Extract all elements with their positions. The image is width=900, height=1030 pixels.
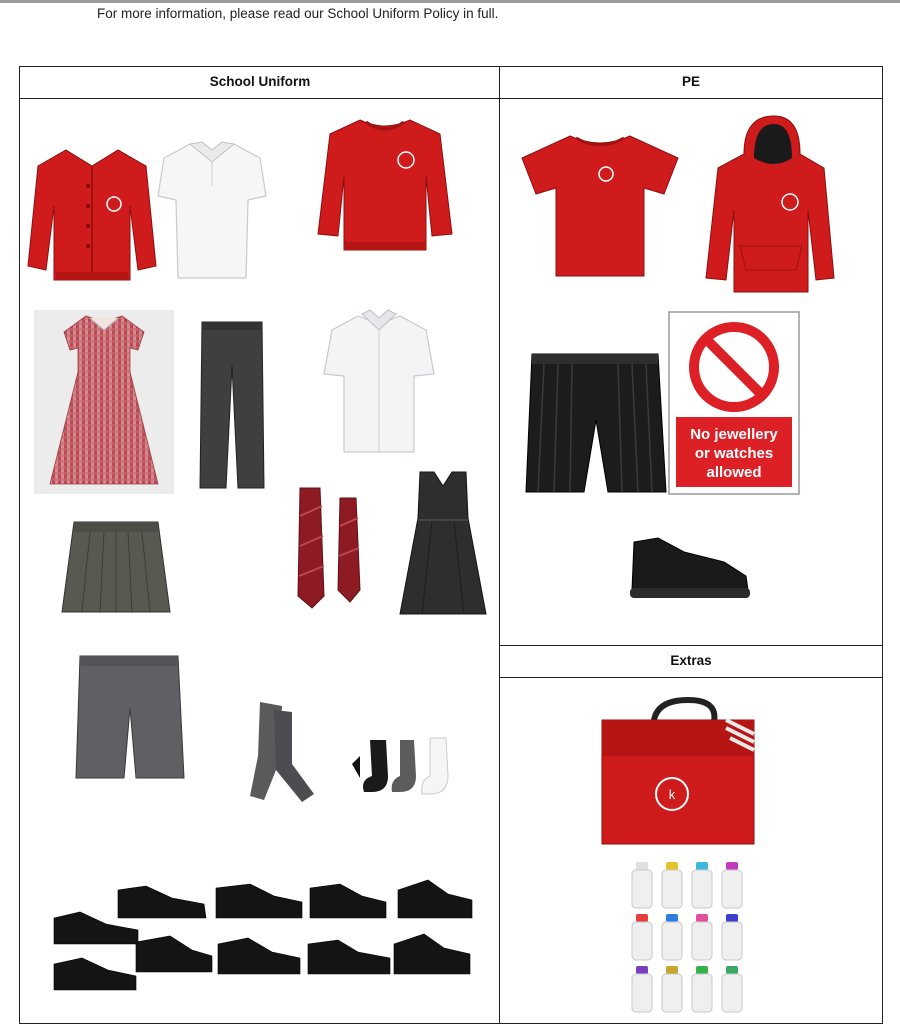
black-pe-shorts-icon bbox=[524, 350, 666, 496]
school-uniform-heading: School Uniform bbox=[19, 67, 501, 99]
grey-shorts-icon bbox=[74, 654, 186, 782]
red-sweatshirt-icon bbox=[316, 114, 454, 254]
water-bottles-icon bbox=[630, 860, 748, 1014]
gingham-dress-icon bbox=[34, 310, 174, 494]
grey-pinafore-icon bbox=[398, 470, 488, 618]
sign-line-3: allowed bbox=[706, 464, 762, 481]
red-pe-tshirt-icon bbox=[518, 132, 682, 280]
intro-text: For more information, please read our School Uniform Policy in full. bbox=[97, 6, 499, 21]
svg-text:k: k bbox=[668, 787, 676, 802]
black-trainers-icon bbox=[628, 536, 752, 602]
top-divider bbox=[0, 0, 900, 3]
socks-icon bbox=[350, 736, 460, 796]
white-polo-shirt-icon bbox=[156, 140, 268, 280]
red-cardigan-icon bbox=[26, 146, 158, 284]
white-shirt-icon bbox=[322, 310, 436, 454]
extras-heading: Extras bbox=[499, 646, 883, 678]
school-shoes-icon bbox=[52, 878, 476, 996]
red-book-bag-icon bbox=[598, 698, 760, 848]
sign-line-1: No jewellery bbox=[690, 426, 778, 443]
sign-line-2: or watches bbox=[694, 445, 774, 462]
grey-trousers-icon bbox=[198, 320, 266, 490]
school-ties-icon bbox=[296, 486, 364, 610]
no-jewellery-sign bbox=[668, 311, 800, 495]
red-hoodie-icon bbox=[704, 114, 836, 296]
grey-skirt-icon bbox=[60, 518, 172, 616]
pe-heading: PE bbox=[499, 67, 883, 99]
grey-tights-icon bbox=[244, 700, 316, 804]
